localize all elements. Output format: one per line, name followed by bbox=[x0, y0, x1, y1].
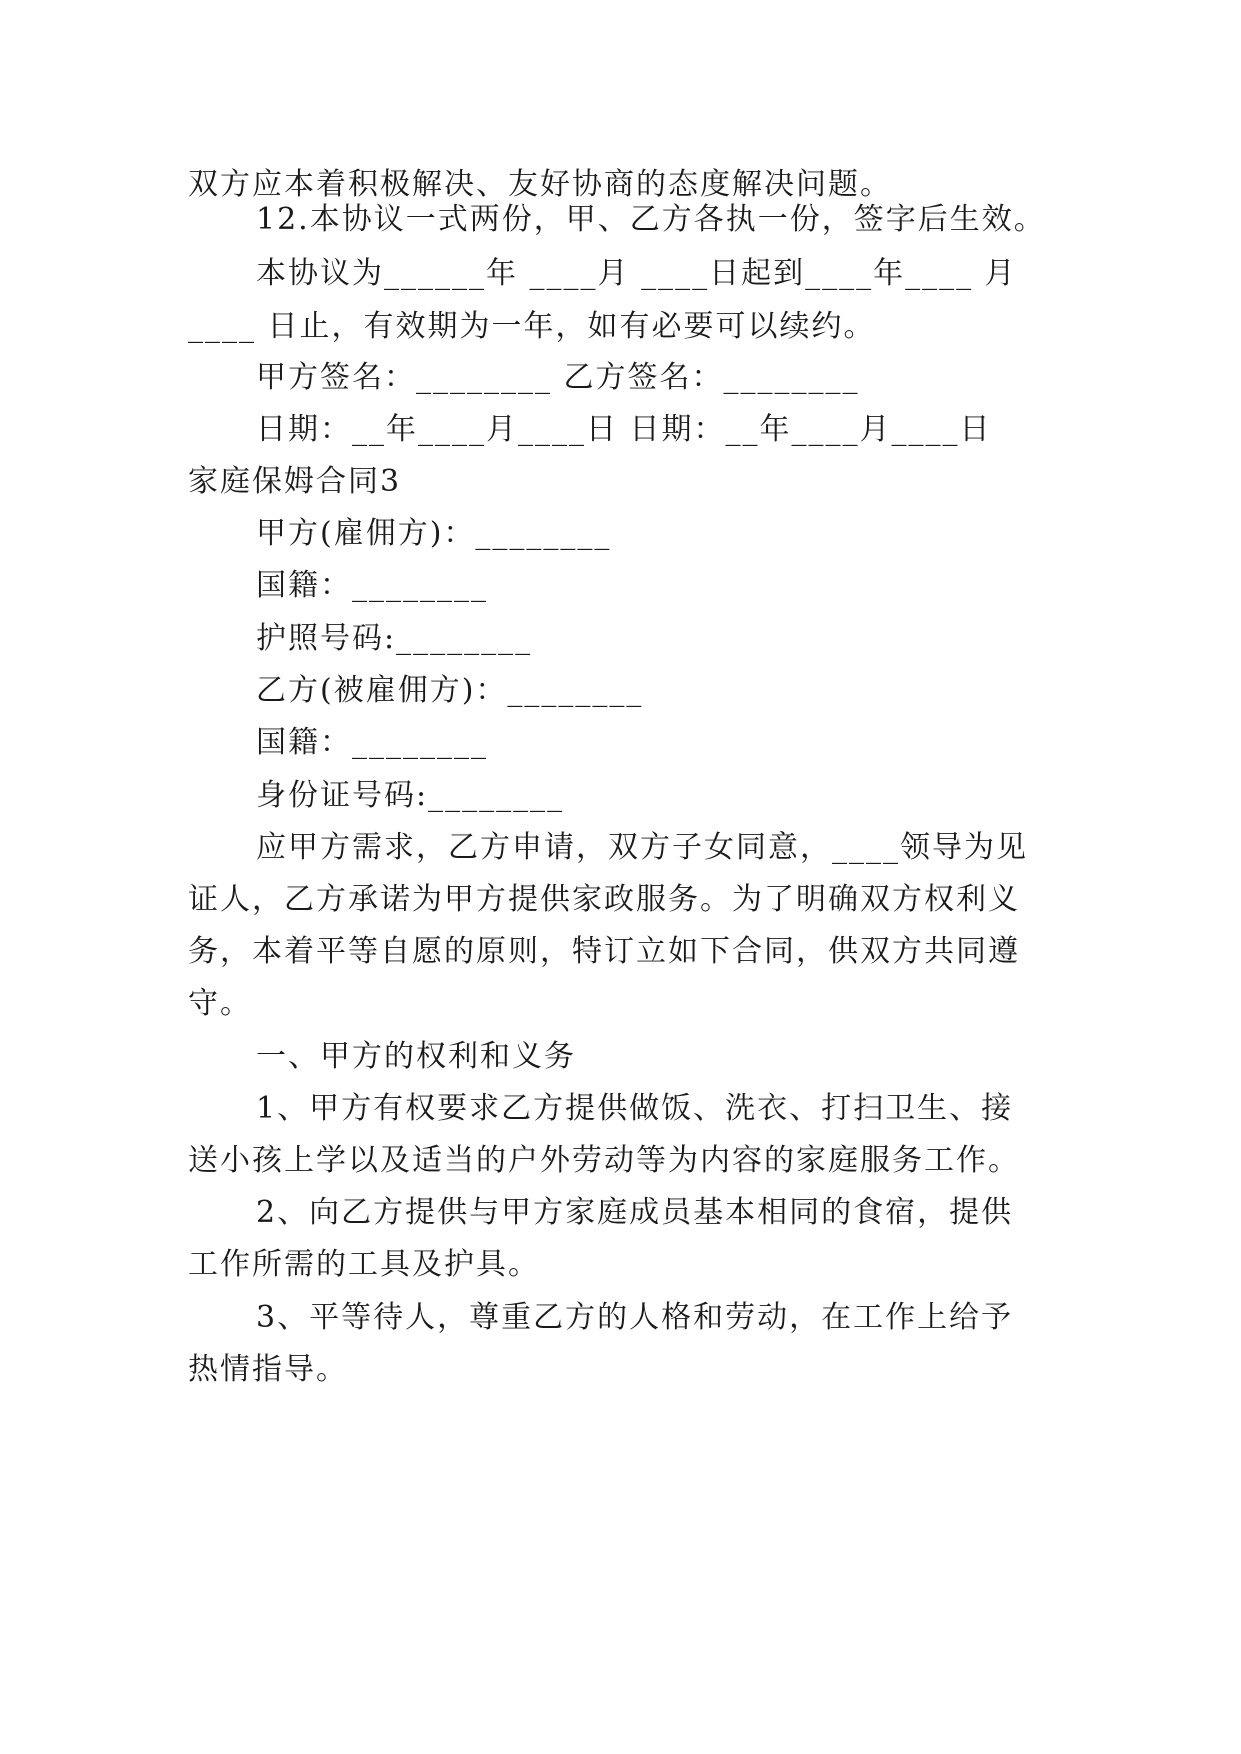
section-heading-party-a-rights: 一、甲方的权利和义务 bbox=[256, 1039, 576, 1074]
text-line-nationality-a: 国籍：________ bbox=[256, 568, 488, 603]
text-line-clause-12: 12.本协议一式两份，甲、乙方各执一份，签字后生效。 bbox=[256, 202, 1046, 237]
text-line-term-end: ____ 日止，有效期为一年，如有必要可以续约。 bbox=[188, 309, 876, 344]
text-line-party-b: 乙方(被雇佣方)：________ bbox=[256, 673, 644, 708]
section-title-contract-3: 家庭保姆合同3 bbox=[188, 464, 402, 499]
text-line-item-2b: 工作所需的工具及护具。 bbox=[188, 1247, 540, 1282]
text-line-id-number: 身份证号码:________ bbox=[256, 778, 565, 813]
text-line-passport: 护照号码:________ bbox=[256, 621, 533, 656]
text-line-nationality-b: 国籍：________ bbox=[256, 725, 488, 760]
text-line-preamble-1: 应甲方需求，乙方申请，双方子女同意，____领导为见 bbox=[256, 830, 1028, 865]
text-line-preamble-3: 务，本着平等自愿的原则，特订立如下合同，供双方共同遵 bbox=[188, 934, 1020, 969]
text-line-signatures: 甲方签名：________ 乙方签名：________ bbox=[256, 360, 860, 395]
text-line-term-start: 本协议为______年 ____月 ____日起到____年____ 月 bbox=[256, 256, 1017, 291]
text-line-item-3a: 3、平等待人，尊重乙方的人格和劳动，在工作上给予 bbox=[256, 1300, 1014, 1335]
text-line-preamble-4: 守。 bbox=[188, 986, 252, 1021]
text-line-dates: 日期：__年____月____日 日期：__年____月____日 bbox=[256, 412, 992, 447]
text-line-preamble-2: 证人，乙方承诺为甲方提供家政服务。为了明确双方权利义 bbox=[188, 882, 1020, 917]
text-line-item-1a: 1、甲方有权要求乙方提供做饭、洗衣、打扫卫生、接 bbox=[256, 1091, 1014, 1126]
text-line-party-a: 甲方(雇佣方)：________ bbox=[256, 516, 612, 551]
text-line-1: 双方应本着积极解决、友好协商的态度解决问题。 bbox=[188, 167, 892, 202]
text-line-item-1b: 送小孩上学以及适当的户外劳动等为内容的家庭服务工作。 bbox=[188, 1143, 1020, 1178]
text-line-item-3b: 热情指导。 bbox=[188, 1352, 348, 1387]
text-line-item-2a: 2、向乙方提供与甲方家庭成员基本相同的食宿，提供 bbox=[256, 1195, 1014, 1230]
